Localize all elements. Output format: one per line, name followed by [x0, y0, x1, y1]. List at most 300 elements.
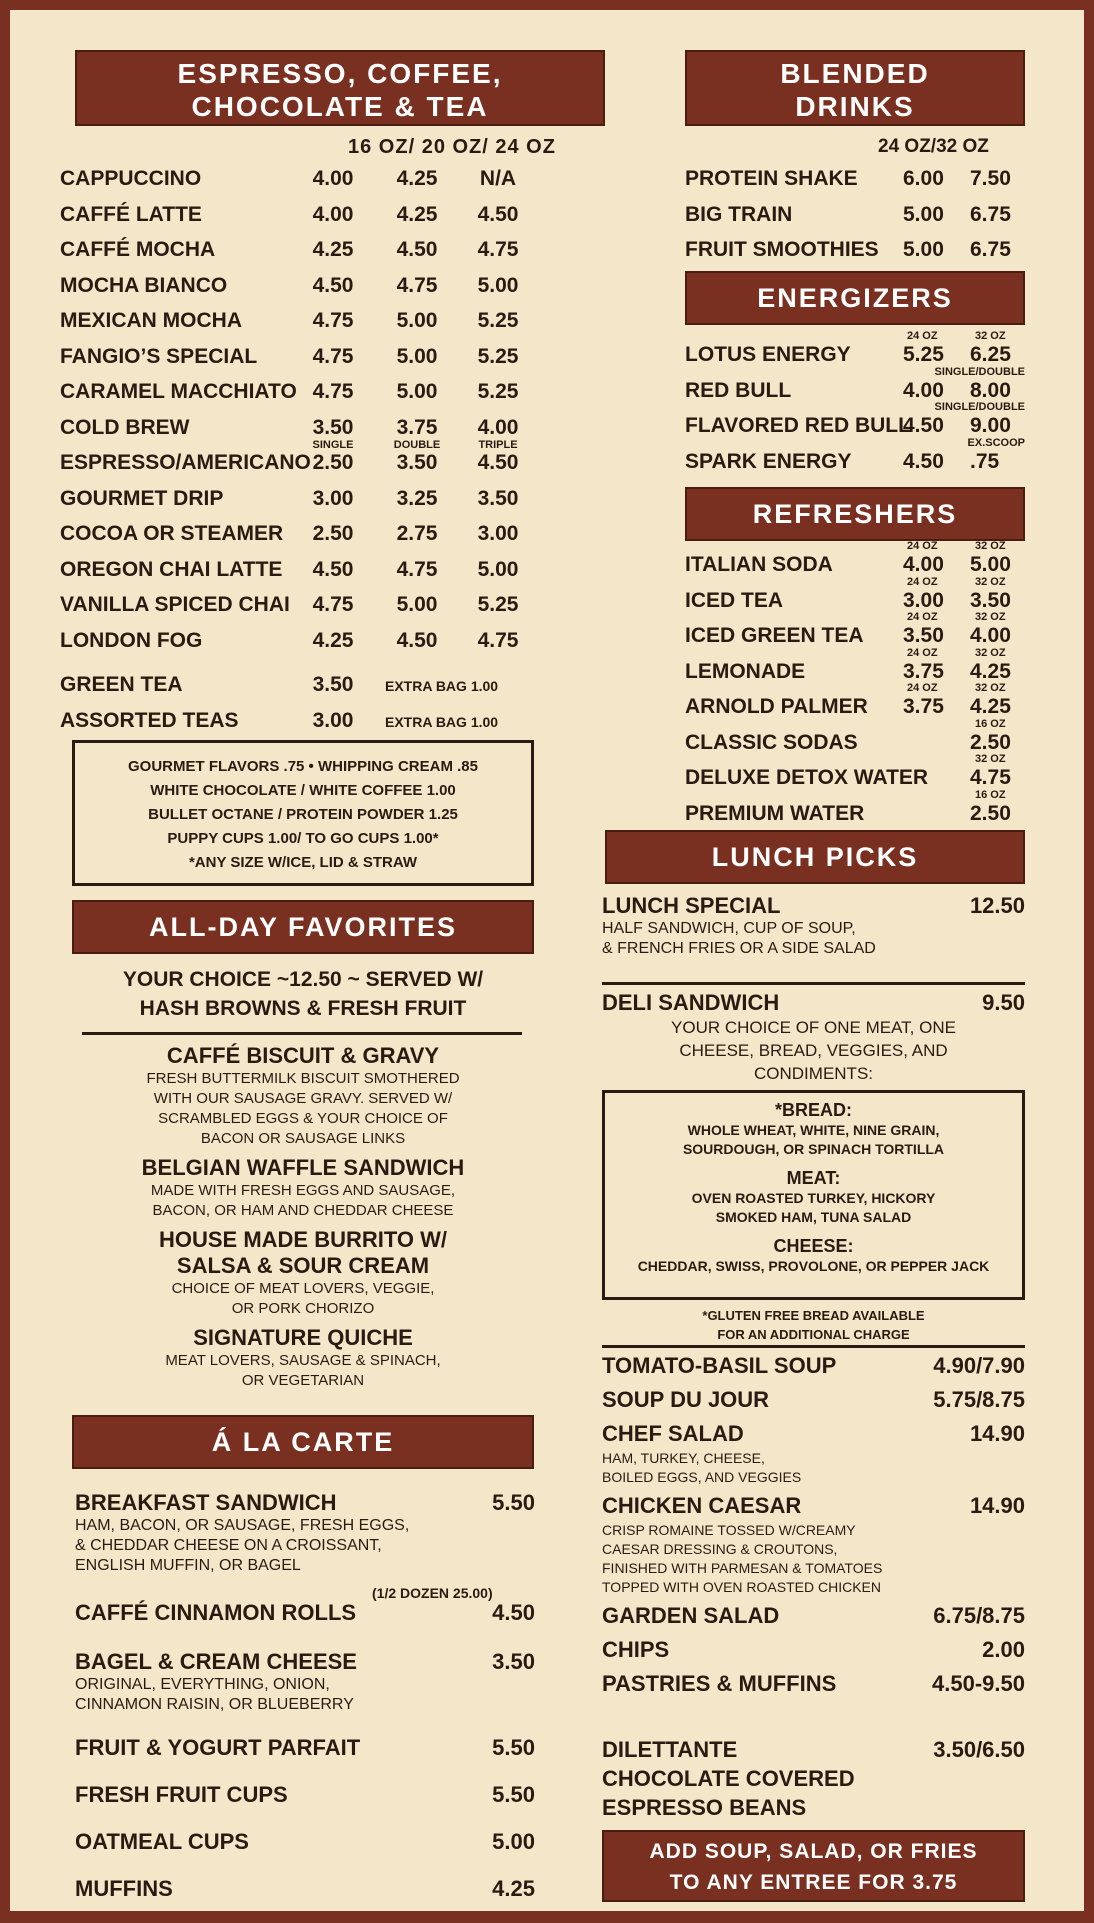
alacarte-item-name: FRESH FRUIT CUPS	[75, 1782, 288, 1807]
favorites-list	[60, 1043, 546, 1397]
lunch-item-header	[602, 1353, 1025, 1381]
espresso-item-name: ESPRESSO/AMERICANO	[60, 451, 311, 474]
blended-sizes-header: 24 OZ/32 OZ	[878, 136, 989, 157]
refresher-size-label: 32 OZ	[975, 646, 1006, 659]
favorite-item-name: HOUSE MADE BURRITO W/	[158, 1227, 448, 1252]
refresher-size-label: 32 OZ	[975, 575, 1006, 588]
blended-item-price: 5.00	[903, 238, 944, 261]
favorite-item-name: BELGIAN WAFFLE SANDWICH	[141, 1155, 465, 1180]
refreshers-list	[685, 540, 1025, 827]
gluten-note-line: FOR AN ADDITIONAL CHARGE	[717, 1327, 910, 1342]
favorite-item-name: SIGNATURE QUICHE	[193, 1325, 413, 1350]
blended-item-price: 7.50	[970, 167, 1011, 190]
refresher-item	[685, 611, 1025, 650]
addon-line: BULLET OCTANE / PROTEIN POWDER 1.25	[148, 806, 458, 823]
espresso-item-price: 5.00	[477, 273, 519, 297]
gluten-note-line: *GLUTEN FREE BREAD AVAILABLE	[702, 1308, 925, 1323]
espresso-item-price: 5.25	[477, 593, 519, 616]
espresso-item-name: COLD BREW	[60, 415, 190, 439]
favorites-divider	[82, 1032, 522, 1035]
espresso-item-price: 4.50	[312, 273, 354, 297]
tea-item-price: 3.00	[312, 708, 354, 732]
deli-sandwich	[602, 990, 1025, 1085]
blended-item-price: 6.75	[970, 202, 1011, 226]
alacarte-item-price: 5.50	[492, 1782, 535, 1807]
espresso-item-name: OREGON CHAI LATTE	[60, 557, 283, 581]
refresher-size-label: 16 OZ	[975, 717, 1006, 730]
alacarte-other-list	[75, 1735, 535, 1923]
refresher-item-price: 2.50	[970, 730, 1011, 754]
lunch-item-description: TOPPED WITH OVEN ROASTED CHICKEN	[602, 1579, 881, 1595]
lunch-item-name: PASTRIES & MUFFINS	[602, 1671, 837, 1696]
espresso-item-price: 4.75	[477, 238, 519, 261]
breakfast-sandwich-name: BREAKFAST SANDWICH	[75, 1490, 337, 1515]
espresso-item-name: CAFFÉ MOCHA	[60, 238, 216, 261]
add-sides-line2: TO ANY ENTREE FOR 3.75	[669, 1871, 958, 1894]
espresso-item-name: CAFFÉ LATTE	[60, 202, 202, 226]
refresher-item-name: ARNOLD PALMER	[685, 695, 868, 718]
addon-line: GOURMET FLAVORS .75 • WHIPPING CREAM .85	[127, 758, 478, 775]
energizer-item-name: RED BULL	[685, 378, 792, 402]
espresso-item	[60, 163, 620, 199]
refresher-item-name: ITALIAN SODA	[685, 553, 833, 576]
refresher-item-name: ICED GREEN TEA	[685, 624, 864, 647]
refresher-item-price: 4.25	[970, 695, 1011, 718]
blended-item-price: 5.00	[903, 202, 944, 226]
favorite-item-description: WITH OUR SAUSAGE GRAVY. SERVED W/	[153, 1090, 453, 1107]
lunch-item-header	[602, 1387, 1025, 1415]
espresso-item-name: LONDON FOG	[60, 628, 203, 652]
espresso-item-name: MOCHA BIANCO	[60, 273, 228, 297]
lunch-item-price: 4.50-9.50	[932, 1671, 1025, 1696]
refresher-item-price: 4.00	[970, 624, 1011, 647]
espresso-item-price: 3.50	[477, 486, 519, 510]
lunch-item-price: 14.90	[969, 1493, 1025, 1518]
espresso-item	[60, 518, 620, 554]
espresso-item-name: CAPPUCCINO	[60, 167, 202, 190]
lunch-item-description: FINISHED WITH PARMESAN & TOMATOES	[602, 1560, 883, 1576]
espresso-item-price: 4.25	[312, 628, 354, 652]
energizer-item-price: 4.50	[903, 449, 944, 473]
energizers-title: ENERGIZERS	[757, 283, 953, 313]
espresso-item-price: 4.75	[396, 273, 438, 297]
alacarte-item-price: 5.50	[492, 1735, 535, 1760]
espresso-item-price: 4.75	[312, 380, 354, 403]
lunch-item-description: HAM, TURKEY, CHEESE,	[602, 1450, 765, 1466]
lunch-title: LUNCH PICKS	[711, 842, 919, 872]
espresso-item-price: 2.75	[396, 522, 438, 545]
favorite-item-name-2: SALSA & SOUR CREAM	[176, 1253, 430, 1278]
lunch-list	[602, 1353, 1025, 1705]
favorite-item-description: OR PORK CHORIZO	[231, 1300, 375, 1317]
lunch-item-header	[602, 1637, 1025, 1665]
alacarte-item-price: 4.25	[492, 1876, 535, 1901]
alacarte-item	[75, 1829, 535, 1876]
addon-line: *ANY SIZE W/ICE, LID & STRAW	[188, 854, 418, 871]
favorite-item	[60, 1043, 546, 1149]
deli-box-heading: MEAT:	[786, 1168, 841, 1188]
blended-title-line2: DRINKS	[795, 91, 915, 122]
lunch-item	[602, 1493, 1025, 1597]
espresso-item-price: 5.00	[477, 557, 519, 581]
alacarte-item-name: MUFFINS	[75, 1876, 173, 1901]
cinnamon-rolls-price: 4.50	[492, 1600, 535, 1625]
refreshers-header	[685, 487, 1025, 541]
favorites-subtitle-line1: YOUR CHOICE ~12.50 ~ SERVED W/	[122, 968, 484, 991]
favorite-item-description: SCRAMBLED EGGS & YOUR CHOICE OF	[158, 1110, 448, 1127]
espresso-item-price: 4.50	[396, 628, 438, 652]
espresso-item-price: 5.25	[477, 344, 519, 368]
energizer-item-price: 6.25	[970, 343, 1011, 366]
blended-header	[685, 50, 1025, 126]
espresso-item-price: 5.00	[396, 344, 438, 368]
favorites-title: ALL-DAY FAVORITES	[148, 912, 458, 942]
blended-list	[685, 163, 1025, 270]
espresso-item	[60, 554, 620, 590]
refresher-item	[685, 646, 1025, 686]
deli-box-heading: CHEESE:	[773, 1236, 854, 1256]
energizer-item	[685, 365, 1025, 405]
deli-sandwich-price: 9.50	[982, 990, 1025, 1015]
lunch-divider-1	[602, 982, 1025, 985]
refresher-item	[685, 788, 1025, 828]
refresher-size-label: 24 OZ	[907, 575, 938, 588]
espresso-item-name: MEXICAN MOCHA	[60, 309, 242, 332]
favorite-item	[60, 1227, 546, 1319]
lunch-item-name: CHICKEN CAESAR	[602, 1493, 802, 1518]
tea-list	[60, 669, 620, 740]
deli-box-option: WHOLE WHEAT, WHITE, NINE GRAIN,	[687, 1122, 940, 1138]
refresher-size-label: 24 OZ	[907, 540, 938, 552]
favorites-subtitle-line2: HASH BROWNS & FRESH FRUIT	[139, 997, 467, 1020]
espresso-item	[60, 376, 620, 412]
energizer-size-label: 32 OZ	[975, 330, 1006, 342]
tea-item	[60, 705, 620, 741]
espresso-item-price: 4.75	[312, 309, 354, 332]
tea-item-price: 3.50	[312, 673, 354, 696]
alacarte-item	[75, 1735, 535, 1782]
lunch-item	[602, 1637, 1025, 1665]
refresher-item	[685, 717, 1025, 757]
favorite-item-description: BACON, OR HAM AND CHEDDAR CHEESE	[152, 1202, 454, 1219]
refresher-item-name: CLASSIC SODAS	[685, 730, 858, 754]
espresso-item-price: N/A	[479, 167, 517, 190]
bagel-description	[75, 1675, 535, 1715]
blended-item-price: 6.00	[903, 167, 944, 190]
deli-sandwich-description	[602, 1016, 1025, 1085]
alacarte-title: Á LA CARTE	[211, 1427, 395, 1457]
refresher-item-price: 3.50	[970, 588, 1011, 612]
lunch-special-description	[602, 919, 1025, 959]
refresher-item-price: 4.75	[970, 766, 1011, 789]
lunch-item-header	[602, 1493, 1025, 1521]
espresso-item-price: 4.25	[312, 238, 354, 261]
favorite-item-description: CHOICE OF MEAT LOVERS, VEGGIE,	[171, 1280, 435, 1297]
lunch-item-price: 14.90	[969, 1421, 1025, 1446]
breakfast-sandwich	[75, 1490, 535, 1576]
blended-item-name: FRUIT SMOOTHIES	[685, 238, 879, 261]
lunch-item	[602, 1671, 1025, 1699]
deli-box-heading: *BREAD:	[774, 1100, 852, 1120]
energizer-size-label: EX.SCOOP	[967, 436, 1025, 449]
espresso-item-name: FANGIO’S SPECIAL	[60, 344, 258, 368]
energizer-size-label: SINGLE/DOUBLE	[934, 365, 1025, 378]
addon-line: WHITE CHOCOLATE / WHITE COFFEE 1.00	[150, 782, 456, 799]
energizer-item-price: 4.50	[903, 414, 944, 437]
favorite-item	[60, 1325, 546, 1391]
lunch-divider-2	[602, 1345, 1025, 1348]
espresso-item-price: 3.00	[312, 486, 354, 510]
refresher-item	[685, 682, 1025, 721]
espresso-item-name: GOURMET DRIP	[60, 486, 224, 510]
blended-item	[685, 234, 1025, 270]
energizer-item-price: 4.00	[903, 378, 944, 402]
espresso-item-price: 5.00	[396, 309, 438, 332]
refresher-size-label: 24 OZ	[907, 646, 938, 659]
espresso-item-price: 5.25	[477, 309, 519, 332]
refresher-item-price: 3.00	[903, 588, 944, 612]
espresso-item-price: 4.00	[477, 415, 519, 439]
lunch-item-price: 2.00	[982, 1637, 1025, 1662]
espresso-item-name: COCOA OR STEAMER	[60, 522, 284, 545]
lunch-special-price: 12.50	[969, 893, 1025, 918]
energizer-item-price: 5.25	[903, 343, 944, 366]
espresso-item-price: 4.75	[312, 344, 354, 368]
lunch-item-price: 4.90/7.90	[933, 1353, 1025, 1378]
refresher-item-price: 3.75	[903, 659, 944, 683]
blended-title-line1: BLENDED	[780, 58, 930, 89]
energizers-list	[685, 330, 1025, 475]
description-line: HAM, BACON, OR SAUSAGE, FRESH EGGS,	[75, 1517, 410, 1534]
energizer-item-name: LOTUS ENERGY	[685, 343, 851, 366]
favorite-item-name: CAFFÉ BISCUIT & GRAVY	[166, 1043, 440, 1068]
deli-box-option: SOURDOUGH, OR SPINACH TORTILLA	[682, 1141, 945, 1157]
energizers-header	[685, 271, 1025, 325]
espresso-item-price: 5.00	[396, 593, 438, 616]
espresso-item	[60, 589, 620, 625]
lunch-item-name: CHEF SALAD	[602, 1421, 744, 1446]
bagel-item	[75, 1649, 535, 1715]
lunch-item-name: CHIPS	[602, 1637, 670, 1662]
blended-item	[685, 163, 1025, 199]
alacarte-item-name: OATMEAL CUPS	[75, 1829, 249, 1854]
espresso-title-line2: CHOCOLATE & TEA	[191, 91, 489, 122]
tea-item-name: ASSORTED TEAS	[60, 708, 239, 732]
favorite-item-description: MADE WITH FRESH EGGS AND SAUSAGE,	[150, 1182, 456, 1199]
espresso-size-label: DOUBLE	[393, 439, 441, 451]
dilettante-price: 3.50/6.50	[933, 1737, 1025, 1762]
espresso-item-price: 4.50	[477, 202, 519, 226]
dilettante-item	[602, 1735, 1025, 1822]
espresso-item-price: 3.00	[477, 522, 519, 545]
espresso-list	[60, 163, 620, 660]
lunch-item	[602, 1603, 1025, 1631]
espresso-item-price: 3.75	[396, 415, 438, 439]
espresso-item-price: 3.50	[396, 451, 438, 474]
deli-sandwich-name: DELI SANDWICH	[602, 990, 780, 1015]
add-sides-line1: ADD SOUP, SALAD, OR FRIES	[649, 1840, 978, 1863]
description-line: & FRENCH FRIES OR A SIDE SALAD	[602, 940, 876, 957]
refresher-size-label: 32 OZ	[975, 611, 1006, 623]
dozen-note: (1/2 DOZEN 25.00)	[372, 1585, 493, 1601]
refresher-item-price: 4.25	[970, 659, 1011, 683]
espresso-item-price: 3.50	[312, 415, 354, 439]
refresher-size-label: 32 OZ	[975, 682, 1006, 694]
energizer-item	[685, 436, 1025, 476]
dilettante-line1: DILETTANTE	[602, 1737, 738, 1762]
deli-box-option: OVEN ROASTED TURKEY, HICKORY	[691, 1190, 936, 1206]
lunch-item-name: SOUP DU JOUR	[602, 1387, 770, 1412]
bagel-name: BAGEL & CREAM CHEESE	[75, 1649, 357, 1674]
espresso-item	[60, 234, 620, 270]
espresso-item-price: 3.25	[396, 486, 438, 510]
lunch-item-description: CAESAR DRESSING & CROUTONS,	[602, 1541, 838, 1557]
espresso-item	[60, 305, 620, 341]
description-line: ENGLISH MUFFIN, OR BAGEL	[75, 1557, 301, 1574]
espresso-item-price: 4.50	[396, 238, 438, 261]
lunch-item	[602, 1353, 1025, 1381]
energizer-item	[685, 330, 1025, 369]
refresher-item-price: 4.00	[903, 553, 944, 576]
espresso-item-price: 4.75	[396, 557, 438, 581]
blended-item	[685, 199, 1025, 235]
favorite-item-description: MEAT LOVERS, SAUSAGE & SPINACH,	[165, 1352, 441, 1369]
addon-line: PUPPY CUPS 1.00/ TO GO CUPS 1.00*	[167, 830, 439, 847]
refresher-item	[685, 753, 1025, 792]
refresher-item-name: PREMIUM WATER	[685, 801, 865, 825]
energizer-size-label: 24 OZ	[907, 330, 938, 342]
espresso-title-line1: ESPRESSO, COFFEE,	[177, 58, 503, 89]
lunch-item-price: 6.75/8.75	[933, 1603, 1025, 1628]
espresso-item-price: 4.00	[312, 167, 354, 190]
dilettante-line2: CHOCOLATE COVERED	[602, 1766, 855, 1791]
espresso-item-price: 5.00	[396, 380, 438, 403]
addons-box	[72, 740, 534, 886]
favorite-item-description: BACON OR SAUSAGE LINKS	[200, 1130, 406, 1147]
alacarte-item	[75, 1876, 535, 1923]
refresher-size-label: 16 OZ	[975, 788, 1006, 801]
espresso-item	[60, 341, 620, 377]
lunch-item-price: 5.75/8.75	[933, 1387, 1025, 1412]
espresso-item-price: 4.25	[396, 167, 438, 190]
espresso-item-price: 4.75	[477, 628, 519, 652]
espresso-item	[60, 439, 620, 483]
espresso-item-name: VANILLA SPICED CHAI	[60, 593, 290, 616]
energizer-item-name: SPARK ENERGY	[685, 449, 852, 473]
description-line: CHEESE, BREAD, VEGGIES, AND	[679, 1041, 948, 1060]
gluten-note	[602, 1306, 1025, 1344]
espresso-item-price: 2.50	[312, 522, 354, 545]
refresher-item-price: 2.50	[970, 801, 1011, 825]
deli-box-option: SMOKED HAM, TUNA SALAD	[715, 1209, 912, 1225]
espresso-item	[60, 270, 620, 306]
cinnamon-rolls	[75, 1600, 535, 1626]
add-sides-banner	[602, 1830, 1025, 1902]
tea-item-name: GREEN TEA	[60, 673, 183, 696]
espresso-item	[60, 625, 620, 661]
espresso-header	[75, 50, 605, 126]
breakfast-sandwich-description	[75, 1516, 535, 1576]
espresso-item-price: 2.50	[312, 451, 354, 474]
refresher-item-name: DELUXE DETOX WATER	[685, 766, 929, 789]
favorite-item-description: OR VEGETARIAN	[241, 1372, 365, 1389]
refresher-item-name: ICED TEA	[685, 588, 784, 612]
blended-item-name: PROTEIN SHAKE	[685, 167, 858, 190]
lunch-header	[605, 830, 1025, 884]
energizer-item	[685, 401, 1025, 440]
lunch-item-description: CRISP ROMAINE TOSSED W/CREAMY	[602, 1522, 856, 1538]
refresher-item	[685, 575, 1025, 615]
espresso-item-price: 4.50	[312, 557, 354, 581]
menu-board	[10, 10, 1084, 1911]
lunch-item-header	[602, 1603, 1025, 1631]
lunch-item-name: GARDEN SALAD	[602, 1603, 780, 1628]
energizer-size-label: SINGLE/DOUBLE	[934, 401, 1025, 413]
blended-item-name: BIG TRAIN	[685, 202, 793, 226]
alacarte-item-name: FRUIT & YOGURT PARFAIT	[75, 1735, 361, 1760]
lunch-special-name: LUNCH SPECIAL	[602, 893, 781, 918]
espresso-item-price: 5.25	[477, 380, 519, 403]
espresso-item-price: 4.75	[312, 593, 354, 616]
lunch-item-name: TOMATO-BASIL SOUP	[602, 1353, 837, 1378]
refresher-item-name: LEMONADE	[685, 659, 806, 683]
description-line: ORIGINAL, EVERYTHING, ONION,	[75, 1676, 330, 1693]
alacarte-item	[75, 1782, 535, 1829]
lunch-item-header	[602, 1421, 1025, 1449]
lunch-item	[602, 1421, 1025, 1487]
breakfast-sandwich-price: 5.50	[492, 1490, 535, 1515]
bagel-price: 3.50	[492, 1649, 535, 1674]
refresher-size-label: 32 OZ	[975, 753, 1006, 765]
lunch-item-description: BOILED EGGS, AND VEGGIES	[602, 1469, 802, 1485]
espresso-size-label: TRIPLE	[478, 439, 518, 451]
tea-extra-bag: EXTRA BAG 1.00	[385, 678, 499, 694]
tea-item	[60, 669, 620, 705]
lunch-item	[602, 1387, 1025, 1415]
espresso-item-price: 4.50	[477, 451, 519, 474]
refresher-item	[685, 540, 1025, 579]
refresher-size-label: 24 OZ	[907, 611, 938, 623]
description-line: & CHEDDAR CHEESE ON A CROISSANT,	[75, 1537, 382, 1554]
favorites-subtitle	[60, 965, 546, 1023]
description-line: CONDIMENTS:	[754, 1064, 873, 1083]
dilettante-line3: ESPRESSO BEANS	[602, 1795, 807, 1820]
deli-box-option: CHEDDAR, SWISS, PROVOLONE, OR PEPPER JACK	[637, 1258, 990, 1274]
cinnamon-rolls-name: CAFFÉ CINNAMON ROLLS	[75, 1600, 357, 1625]
espresso-sizes-header: 16 OZ/ 20 OZ/ 24 OZ	[348, 136, 556, 158]
energizer-item-price: 8.00	[970, 378, 1011, 402]
espresso-item-price: 4.25	[396, 202, 438, 226]
description-line: HALF SANDWICH, CUP OF SOUP,	[602, 920, 856, 937]
refresher-size-label: 32 OZ	[975, 540, 1006, 552]
energizer-item-price: 9.00	[970, 414, 1011, 437]
blended-item-price: 6.75	[970, 238, 1011, 261]
refreshers-title: REFRESHERS	[752, 499, 958, 529]
refresher-item-price: 3.75	[903, 695, 944, 718]
energizer-item-price: .75	[970, 449, 1000, 473]
espresso-item-price: 4.00	[312, 202, 354, 226]
espresso-item-name: CARAMEL MACCHIATO	[60, 380, 297, 403]
deli-options-box	[602, 1090, 1025, 1300]
alacarte-item-price: 5.00	[492, 1829, 535, 1854]
favorite-item	[60, 1155, 546, 1221]
refresher-item-price: 3.50	[903, 624, 944, 647]
espresso-size-label: SINGLE	[312, 439, 354, 451]
tea-extra-bag: EXTRA BAG 1.00	[385, 713, 499, 730]
favorite-item-description: FRESH BUTTERMILK BISCUIT SMOTHERED	[146, 1070, 460, 1087]
alacarte-header	[72, 1415, 534, 1469]
refresher-item-price: 5.00	[970, 553, 1011, 576]
